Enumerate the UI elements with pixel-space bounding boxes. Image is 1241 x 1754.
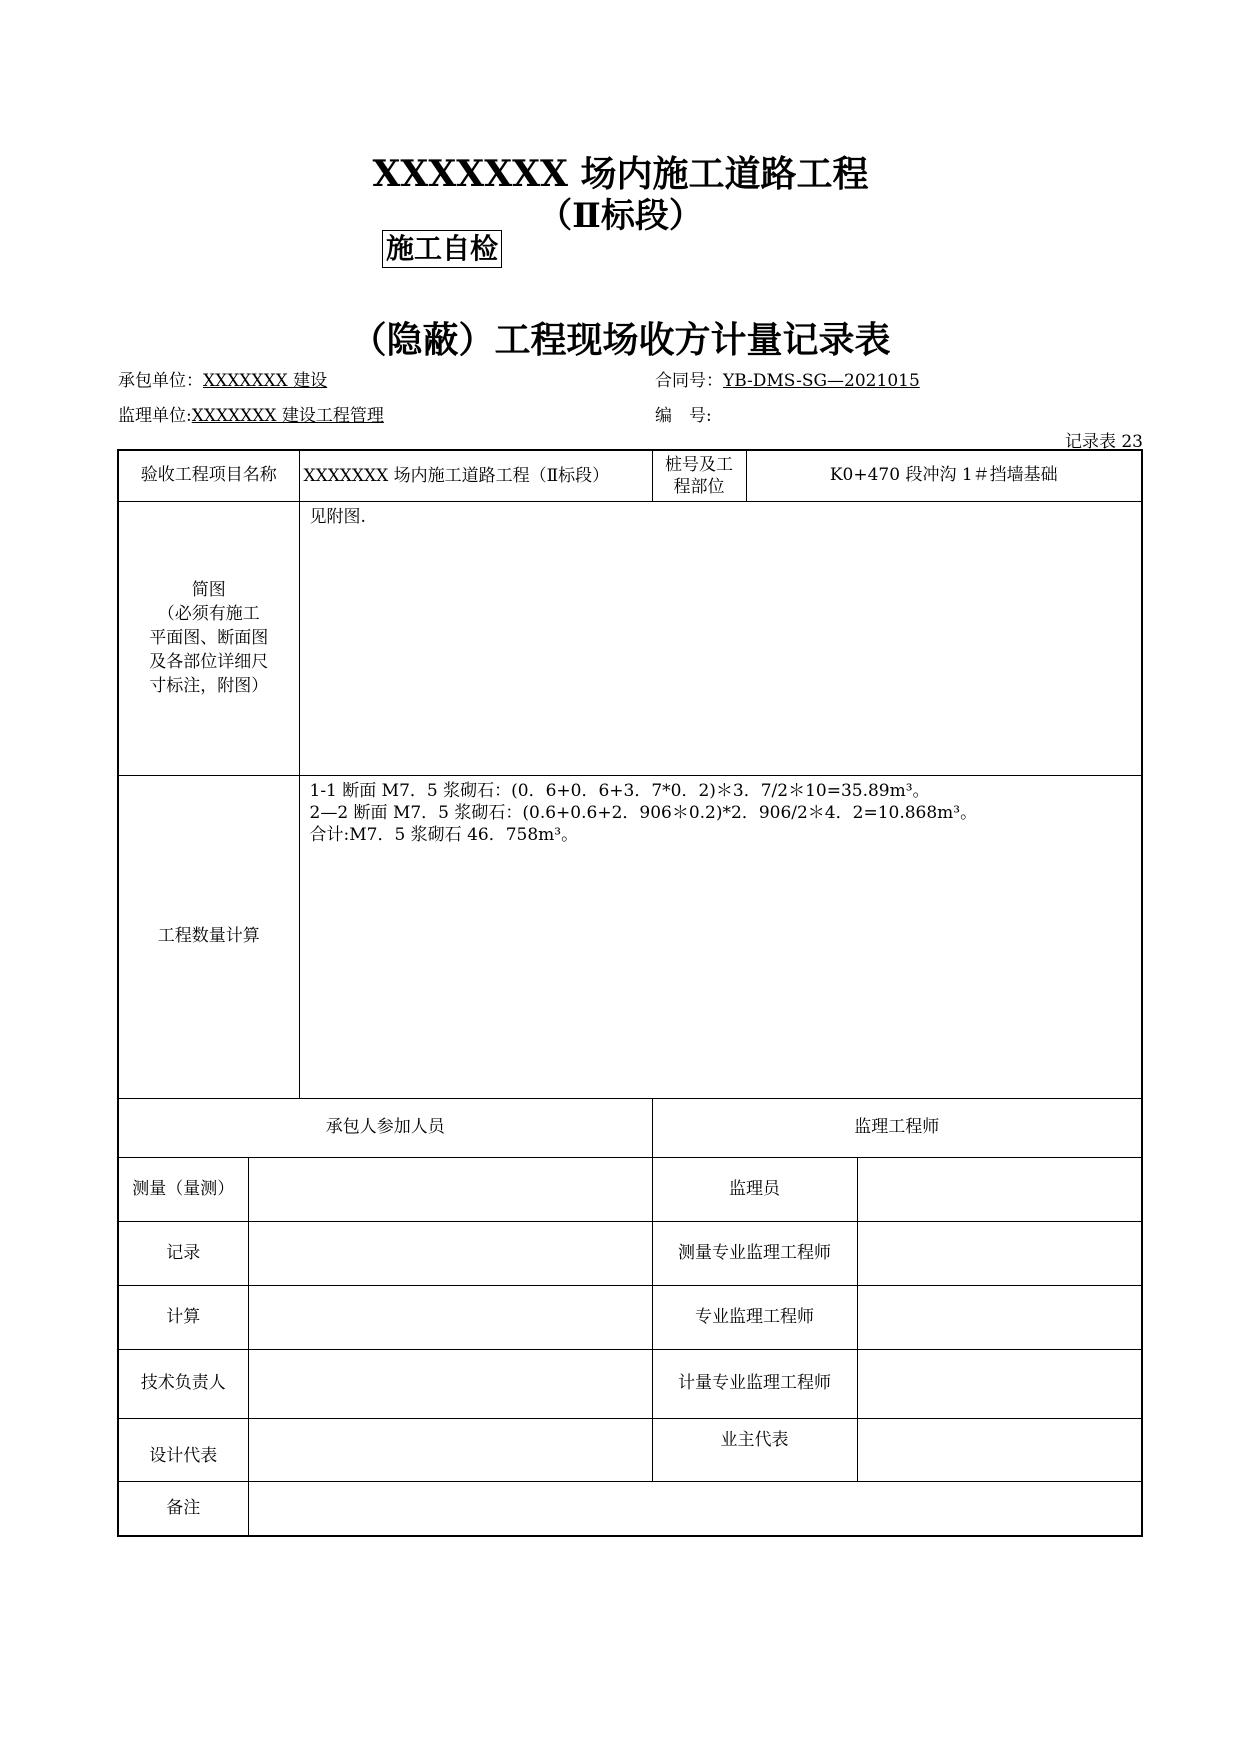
role-label: 计算 xyxy=(118,1285,248,1349)
signature-field[interactable] xyxy=(857,1285,1142,1349)
signature-field[interactable] xyxy=(857,1157,1142,1221)
remarks-row xyxy=(118,1481,1142,1536)
contractor-staff-header: 承包人参加人员 xyxy=(118,1098,652,1157)
sketch-label-line: 平面图、断面图 xyxy=(149,628,269,648)
station-value: K0+470 段冲沟 1＃挡墙基础 xyxy=(746,450,1142,501)
header-row xyxy=(118,450,1142,501)
role-label: 测量（量测） xyxy=(118,1157,248,1221)
project-name-label: 验收工程项目名称 xyxy=(118,450,299,501)
role-label: 业主代表 xyxy=(652,1418,857,1481)
signature-row xyxy=(118,1349,1142,1418)
signature-field[interactable] xyxy=(248,1157,652,1221)
section-subtitle: （Ⅱ标段） xyxy=(538,196,703,236)
sketch-row xyxy=(118,501,1142,775)
supervisor-value: XXXXXXX 建设工程管理 xyxy=(191,406,384,426)
remarks-label: 备注 xyxy=(118,1481,248,1536)
self-check-stamp: 施工自检 xyxy=(382,230,502,268)
project-title: XXXXXXX 场内施工道路工程 xyxy=(372,153,869,195)
remarks-field[interactable] xyxy=(248,1481,1142,1536)
sketch-label-line: 简图 xyxy=(191,580,226,600)
role-label: 测量专业监理工程师 xyxy=(652,1221,857,1285)
sketch-label xyxy=(118,501,299,775)
contractor-label: 承包单位： xyxy=(118,371,203,391)
supervision-header: 监理工程师 xyxy=(652,1098,1142,1157)
record-number: 记录表 23 xyxy=(1064,432,1143,452)
signature-row xyxy=(118,1221,1142,1285)
supervisor-line xyxy=(118,401,384,426)
signature-row xyxy=(118,1418,1142,1481)
contract-no-line xyxy=(655,366,920,391)
role-label: 记录 xyxy=(118,1221,248,1285)
signature-field[interactable] xyxy=(248,1349,652,1418)
signature-field[interactable] xyxy=(248,1221,652,1285)
station-label: 桩号及工程部位 xyxy=(652,450,746,501)
quantity-calculation xyxy=(299,775,1142,1098)
signature-field[interactable] xyxy=(857,1418,1142,1481)
quantity-row xyxy=(118,775,1142,1098)
role-label: 技术负责人 xyxy=(118,1349,248,1418)
signature-field[interactable] xyxy=(857,1349,1142,1418)
sketch-value: 见附图. xyxy=(299,501,1142,775)
personnel-header-row xyxy=(118,1098,1142,1157)
sketch-label-line: 及各部位详细尺 xyxy=(149,652,269,672)
signature-row xyxy=(118,1157,1142,1221)
signature-field[interactable] xyxy=(248,1285,652,1349)
sketch-label-line: 寸标注，附图） xyxy=(149,676,269,696)
serial-line xyxy=(655,401,712,426)
calc-line: 合计:M7．5 浆砌石 46．758m³。 xyxy=(309,824,579,845)
signature-row xyxy=(118,1285,1142,1349)
role-label: 设计代表 xyxy=(118,1418,248,1481)
contract-no-value: YB-DMS-SG—2021015 xyxy=(723,371,920,391)
signature-field[interactable] xyxy=(248,1418,652,1481)
role-label: 专业监理工程师 xyxy=(652,1285,857,1349)
role-label: 计量专业监理工程师 xyxy=(652,1349,857,1418)
serial-label: 编 号: xyxy=(655,406,712,426)
contractor-value: XXXXXXX 建设 xyxy=(203,371,328,391)
calc-line: 2—2 断面 M7．5 浆砌石：(0.6+0.6+2．906＊0.2)*2．906/2＊4．2=10.868m³。 xyxy=(309,802,978,823)
supervisor-label: 监理单位: xyxy=(118,406,192,426)
sketch-label-line: （必须有施工 xyxy=(157,604,260,624)
quantity-label: 工程数量计算 xyxy=(118,775,299,1098)
calc-line: 1-1 断面 M7．5 浆砌石：(0．6+0．6+3．7*0．2)＊3．7/2＊10=35.89m³。 xyxy=(309,780,930,801)
form-title: （隐蔽）工程现场收方计量记录表 xyxy=(350,319,891,361)
role-label: 监理员 xyxy=(652,1157,857,1221)
signature-field[interactable] xyxy=(857,1221,1142,1285)
project-name-value: XXXXXXX 场内施工道路工程（Ⅱ标段） xyxy=(299,450,652,501)
contractor-line xyxy=(118,366,327,391)
contract-no-label: 合同号： xyxy=(655,371,723,391)
measurement-record-table xyxy=(117,449,1143,1537)
